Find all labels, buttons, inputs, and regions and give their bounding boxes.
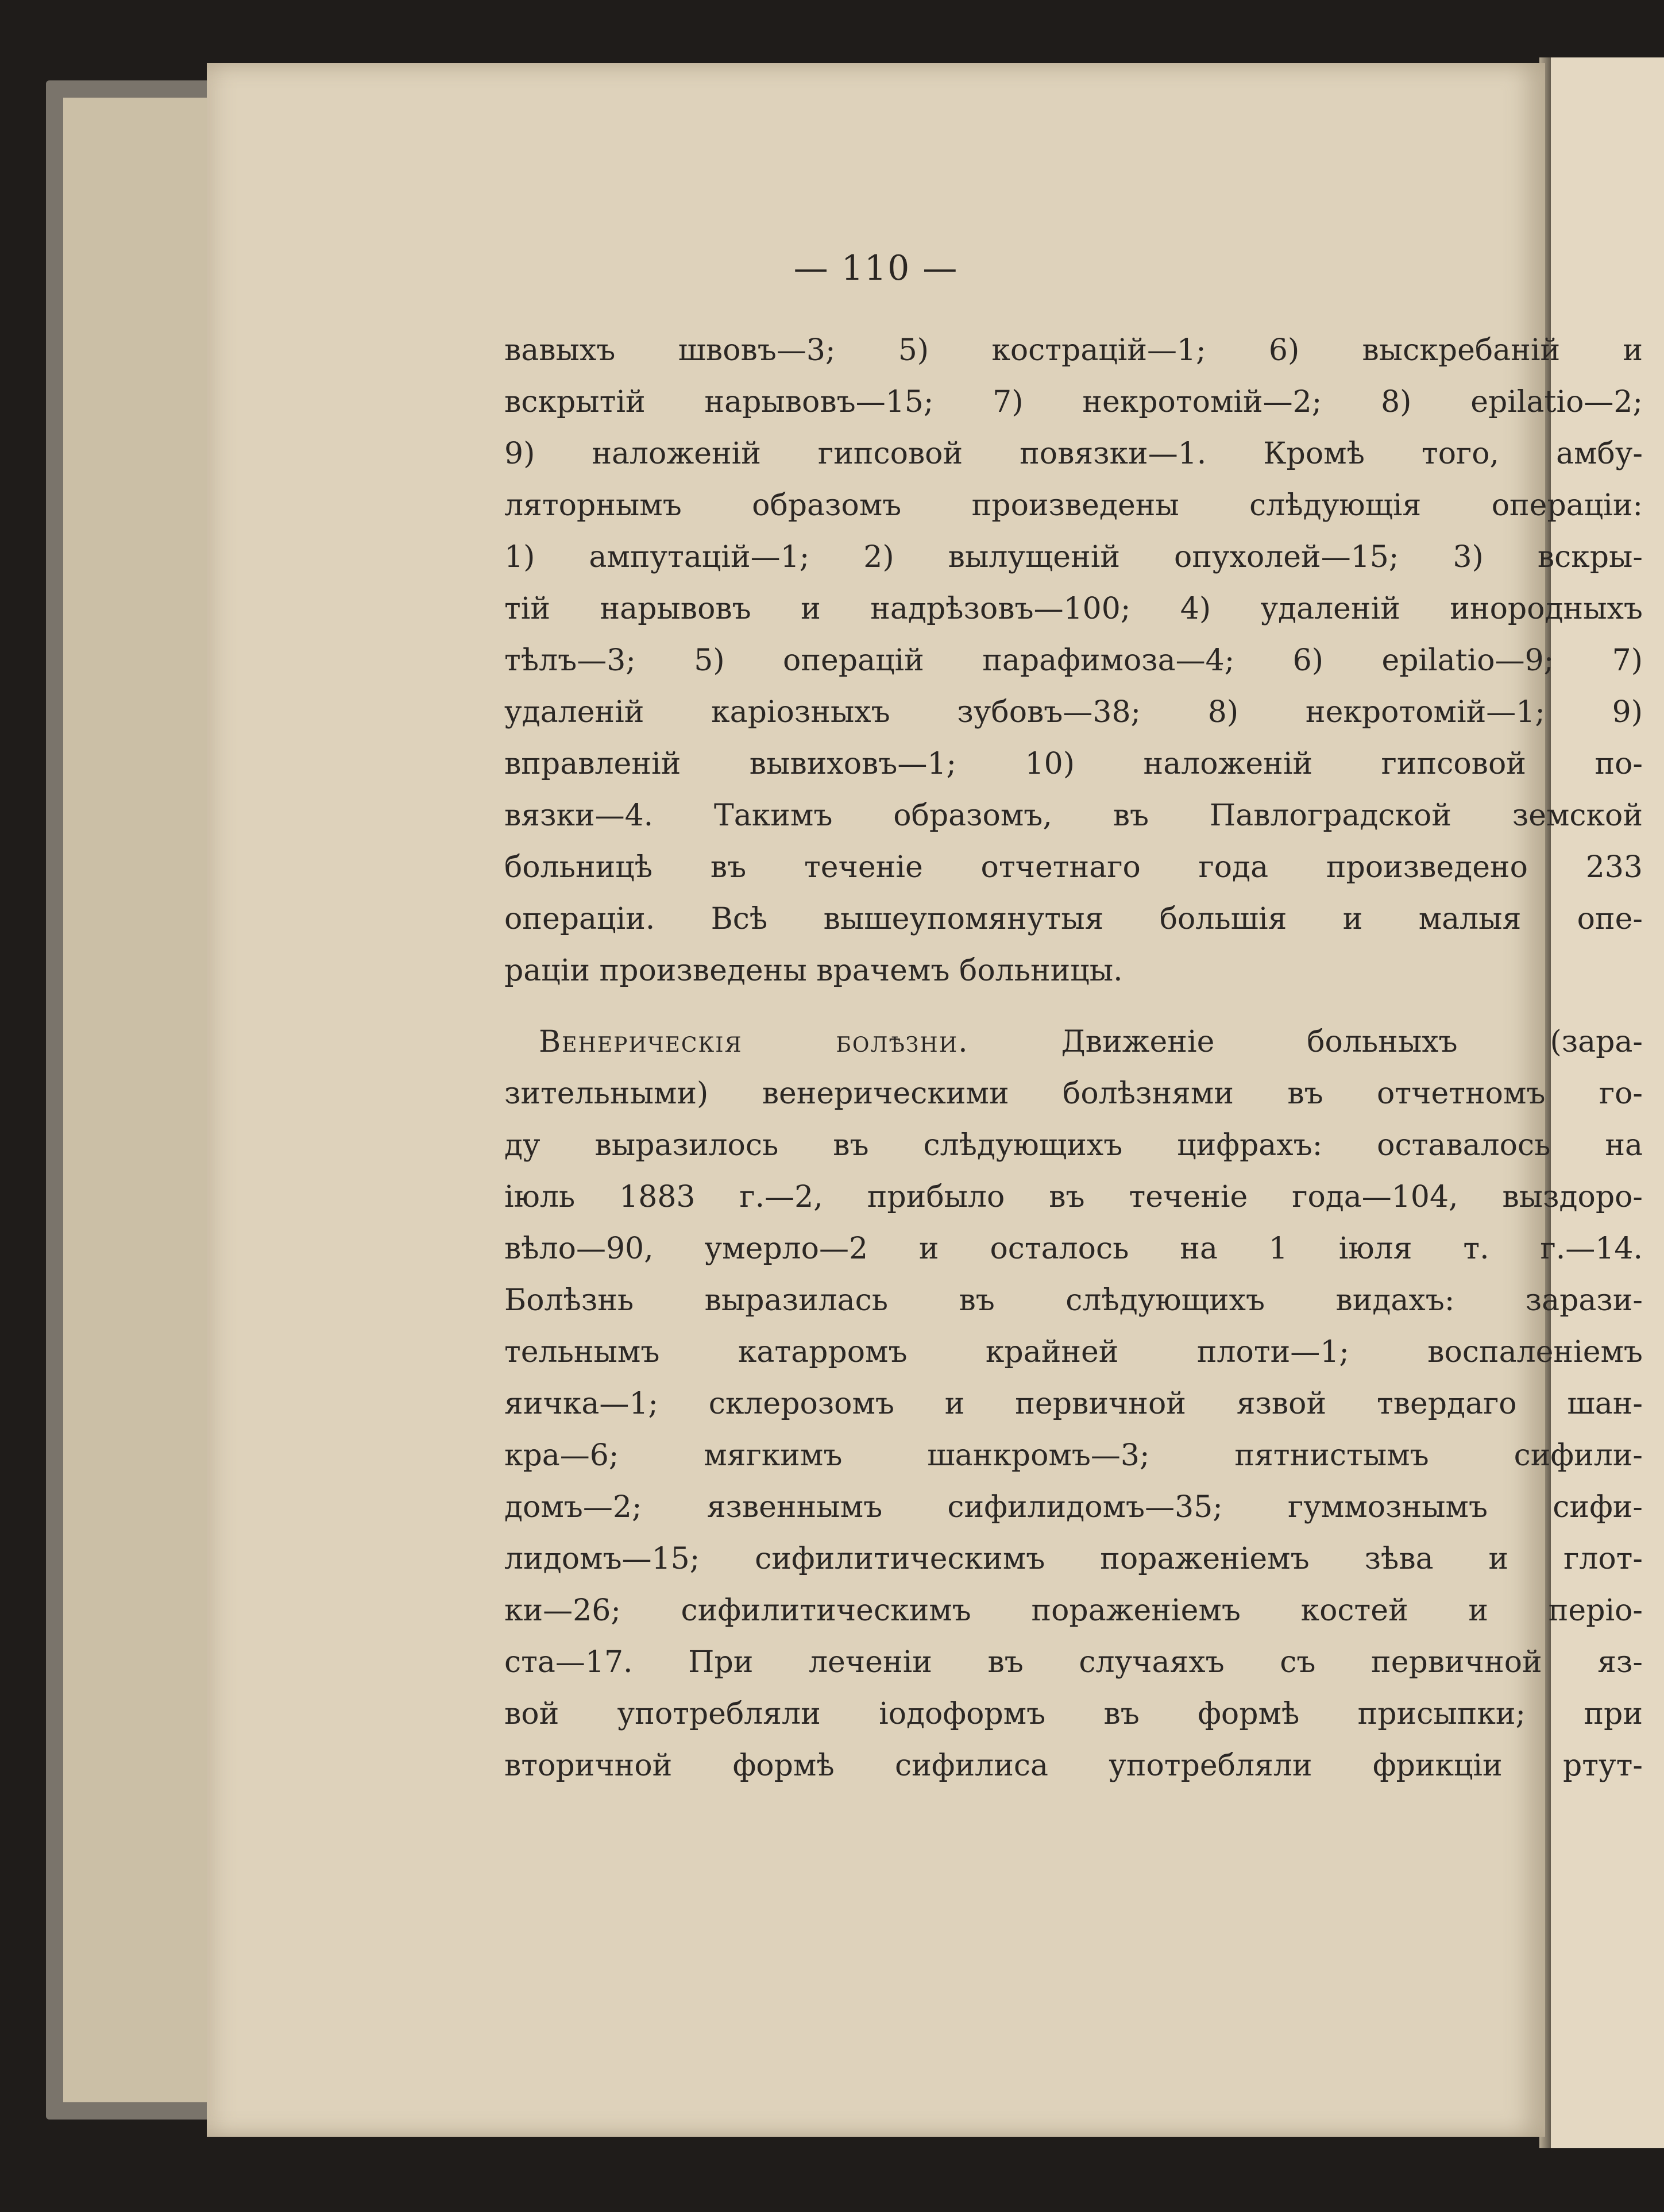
text-line: 9) наложеній гипсовой повязки—1. Кромѣ того, амбу- xyxy=(504,437,1643,471)
text-line: операціи. Всѣ вышеупомянутыя большія и малыя опе- xyxy=(504,902,1643,936)
text-line: Болѣзнь выразилась въ слѣдующихъ видахъ: зарази- xyxy=(504,1283,1643,1318)
text-line: тій нарывовъ и надрѣзовъ—100; 4) удаленій инородныхъ xyxy=(504,592,1643,626)
body-text xyxy=(504,325,1643,1792)
text-line: тельнымъ катарромъ крайней плоти—1; воспаленіемъ xyxy=(504,1335,1643,1369)
text-line: вправленій вывиховъ—1; 10) наложеній гипсовой по- xyxy=(504,747,1643,781)
text-line: вой употребляли іодоформъ въ формѣ присыпки; при xyxy=(504,1697,1643,1731)
text-line: тѣлъ—3; 5) операцій парафимоза—4; 6) epilatio—9; 7) xyxy=(504,643,1643,678)
text-line: удаленій каріозныхъ зубовъ—38; 8) некротомій—1; 9) xyxy=(504,695,1643,729)
text-line: кра—6; мягкимъ шанкромъ—3; пятнистымъ сифили- xyxy=(504,1438,1643,1473)
text-line: ду выразилось въ слѣдующихъ цифрахъ: оставалось на xyxy=(504,1128,1643,1163)
text-line: ки—26; сифилитическимъ пораженіемъ костей и періо- xyxy=(504,1593,1643,1628)
book-page xyxy=(207,63,1643,2137)
section-heading: Венерическія болѣзни. xyxy=(539,1025,969,1059)
text-line: лидомъ—15; сифилитическимъ пораженіемъ зѣва и глот- xyxy=(504,1542,1643,1576)
text-line: 1) ампутацій—1; 2) вылущеній опухолей—15; 3) вскры- xyxy=(504,540,1643,574)
text-line: вѣло—90, умерло—2 и осталось на 1 іюля т. г.—14. xyxy=(504,1232,1643,1266)
paragraph-operations xyxy=(504,325,1643,997)
text-line: раціи произведены врачемъ больницы. xyxy=(504,953,1123,988)
text-line: вязки—4. Такимъ образомъ, въ Павлоградской земской xyxy=(504,798,1643,833)
text-line: вторичной формѣ сифилиса употребляли фрикціи ртут- xyxy=(504,1748,1643,1783)
text-line: больницѣ въ теченіе отчетнаго года произведено 233 xyxy=(504,850,1643,885)
text-line xyxy=(504,1016,1643,1068)
paragraph-venereal xyxy=(504,1016,1643,1792)
text-line: зительными) венерическими болѣзнями въ отчетномъ го- xyxy=(504,1076,1643,1111)
text-line: іюль 1883 г.—2, прибыло въ теченіе года—104, выздоро- xyxy=(504,1180,1643,1214)
text-line: вскрытій нарывовъ—15; 7) некротомій—2; 8) epilatio—2; xyxy=(504,385,1643,419)
text-line: вавыхъ швовъ—3; 5) кострацій—1; 6) выскребаній и xyxy=(504,333,1643,368)
text-line: яичка—1; склерозомъ и первичной язвой твердаго шан- xyxy=(504,1387,1643,1421)
page-number: — 110 — xyxy=(793,248,959,288)
text-line: домъ—2; язвеннымъ сифилидомъ—35; гуммознымъ сифи- xyxy=(504,1490,1643,1524)
text-line: ста—17. При леченіи въ случаяхъ съ первичной яз- xyxy=(504,1645,1643,1680)
text-line: ляторнымъ образомъ произведены слѣдующія операціи: xyxy=(504,488,1643,523)
heading-rest: Движеніе больныхъ (зара- xyxy=(1061,1025,1643,1059)
